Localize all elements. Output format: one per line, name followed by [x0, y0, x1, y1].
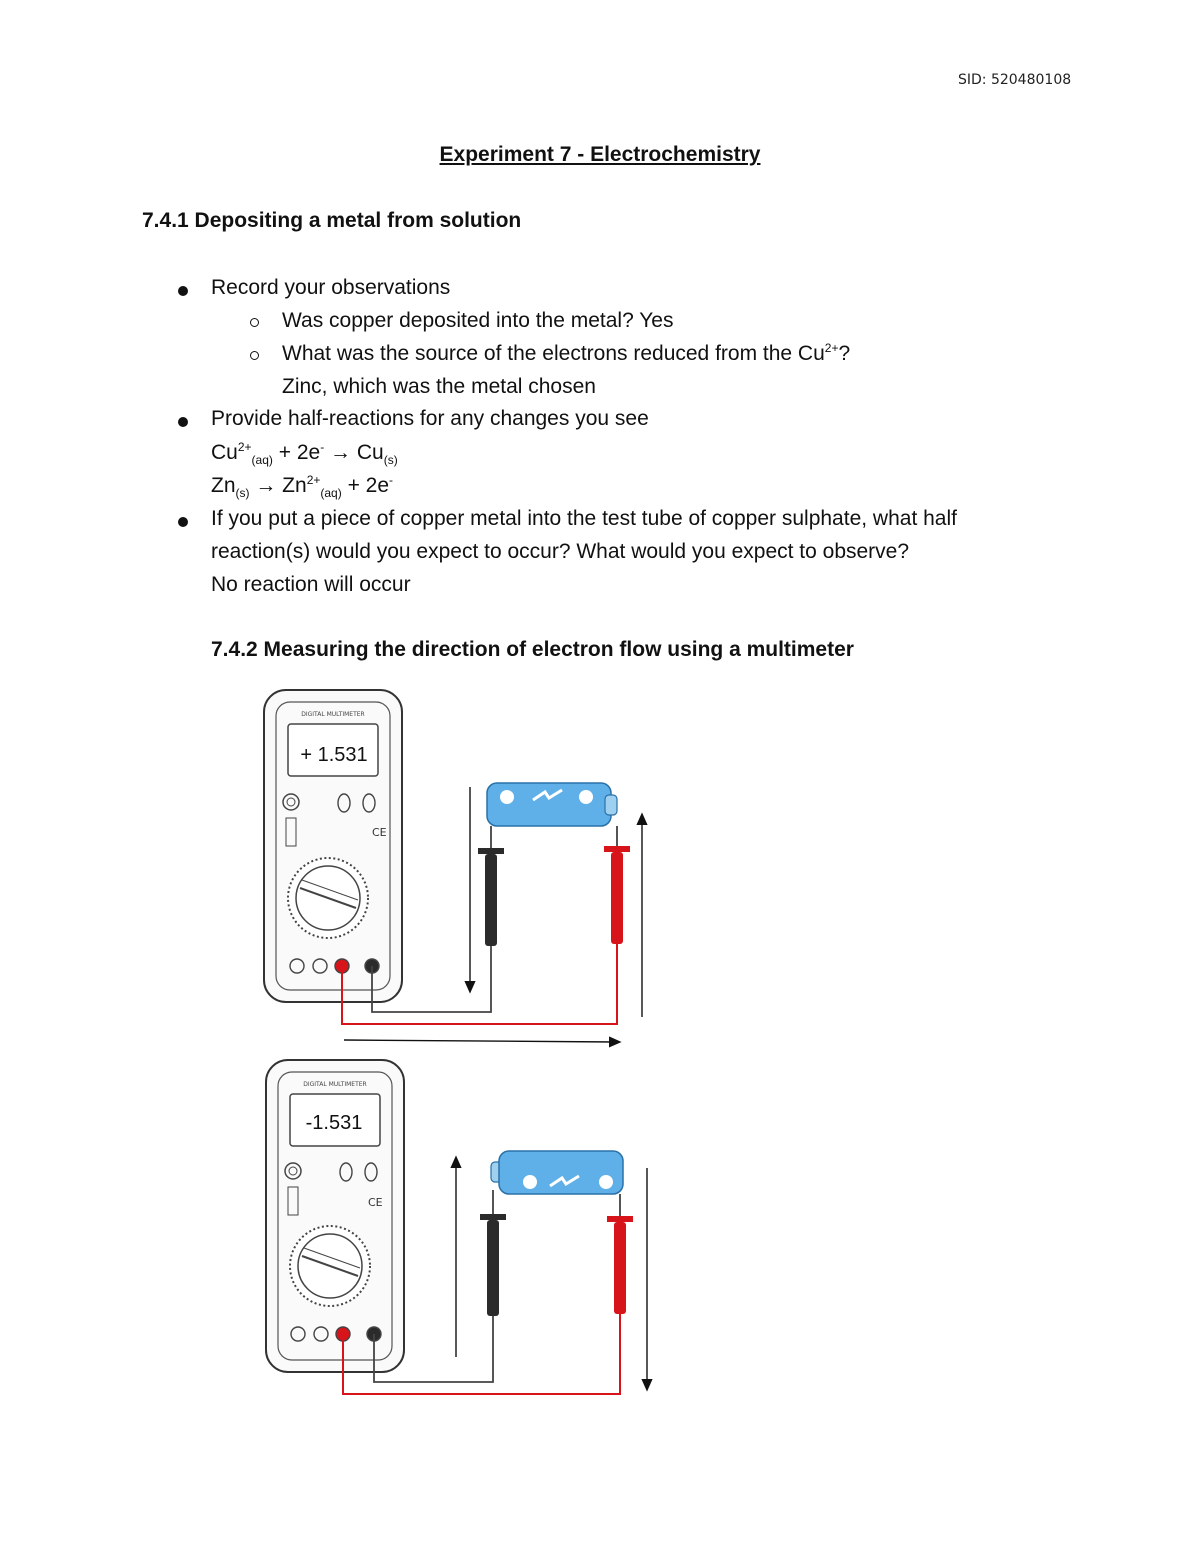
eq1-electrons: + 2e [272, 441, 321, 464]
electron-source-answer: Zinc, which was the metal chosen [282, 375, 596, 398]
battery-minus-icon [500, 790, 514, 804]
eq1-state-aq: (aq) [251, 453, 273, 468]
eq1-cu: Cu [211, 441, 238, 464]
eq2-zn: Zn [211, 474, 236, 497]
battery-2 [491, 1151, 623, 1194]
battery-plus-icon [579, 790, 593, 804]
red-probe-2 [607, 1194, 633, 1314]
meter-reading-negative: -1.531 [305, 1112, 363, 1134]
ce-mark: CE [368, 1196, 383, 1209]
bullet-half-reactions: Provide half-reactions for any changes you see [211, 407, 649, 430]
electron-source-question: What was the source of the electrons reduced from the Cu [282, 342, 825, 365]
eq1-charge: 2+ [237, 440, 252, 454]
red-probe-1 [604, 826, 630, 944]
bullet-copper-question-line1: If you put a piece of copper metal into the test tube of copper sulphate, what half [211, 507, 957, 530]
section-heading-7-4-1: 7.4.1 Depositing a metal from solution [142, 209, 522, 232]
battery-minus-icon [599, 1175, 613, 1189]
sub-bullet-copper-deposited: Was copper deposited into the metal? Yes [282, 309, 674, 332]
eq1-electron-charge: - [320, 440, 325, 454]
section-heading-7-4-2: 7.4.2 Measuring the direction of electron flow using a multimeter [211, 638, 854, 661]
multimeter-1 [264, 690, 402, 1002]
black-probe-1 [478, 826, 504, 946]
meter-reading-positive: + 1.531 [300, 744, 368, 766]
page-title: Experiment 7 - Electrochemistry [439, 143, 761, 166]
ce-mark: CE [372, 826, 387, 839]
bullet-record-observations: Record your observations [211, 276, 451, 299]
arrow-right [344, 1040, 616, 1042]
eq2-electrons: + 2e [341, 474, 390, 497]
question-mark: ? [838, 342, 851, 365]
multimeter-2 [266, 1060, 404, 1372]
battery-1 [487, 783, 617, 826]
multimeter-label: DIGITAL MULTIMETER [303, 1081, 367, 1088]
eq2-state-aq: (aq) [320, 486, 342, 501]
eq2-product: → Zn [249, 474, 307, 497]
eq2-state-s: (s) [235, 486, 250, 501]
eq2-charge: 2+ [306, 473, 321, 487]
copper-question-answer: No reaction will occur [211, 573, 411, 596]
multimeter-label: DIGITAL MULTIMETER [301, 711, 365, 718]
student-id: SID: 520480108 [958, 72, 1072, 88]
eq1-state-s: (s) [383, 453, 398, 468]
battery-plus-icon [523, 1175, 537, 1189]
eq2-electron-charge: - [389, 473, 394, 487]
copper-charge: 2+ [824, 341, 839, 355]
eq1-product: → Cu [324, 441, 384, 464]
bullet-copper-question-line2: reaction(s) would you expect to occur? What would you expect to observe? [211, 540, 910, 563]
black-probe-2 [480, 1190, 506, 1316]
